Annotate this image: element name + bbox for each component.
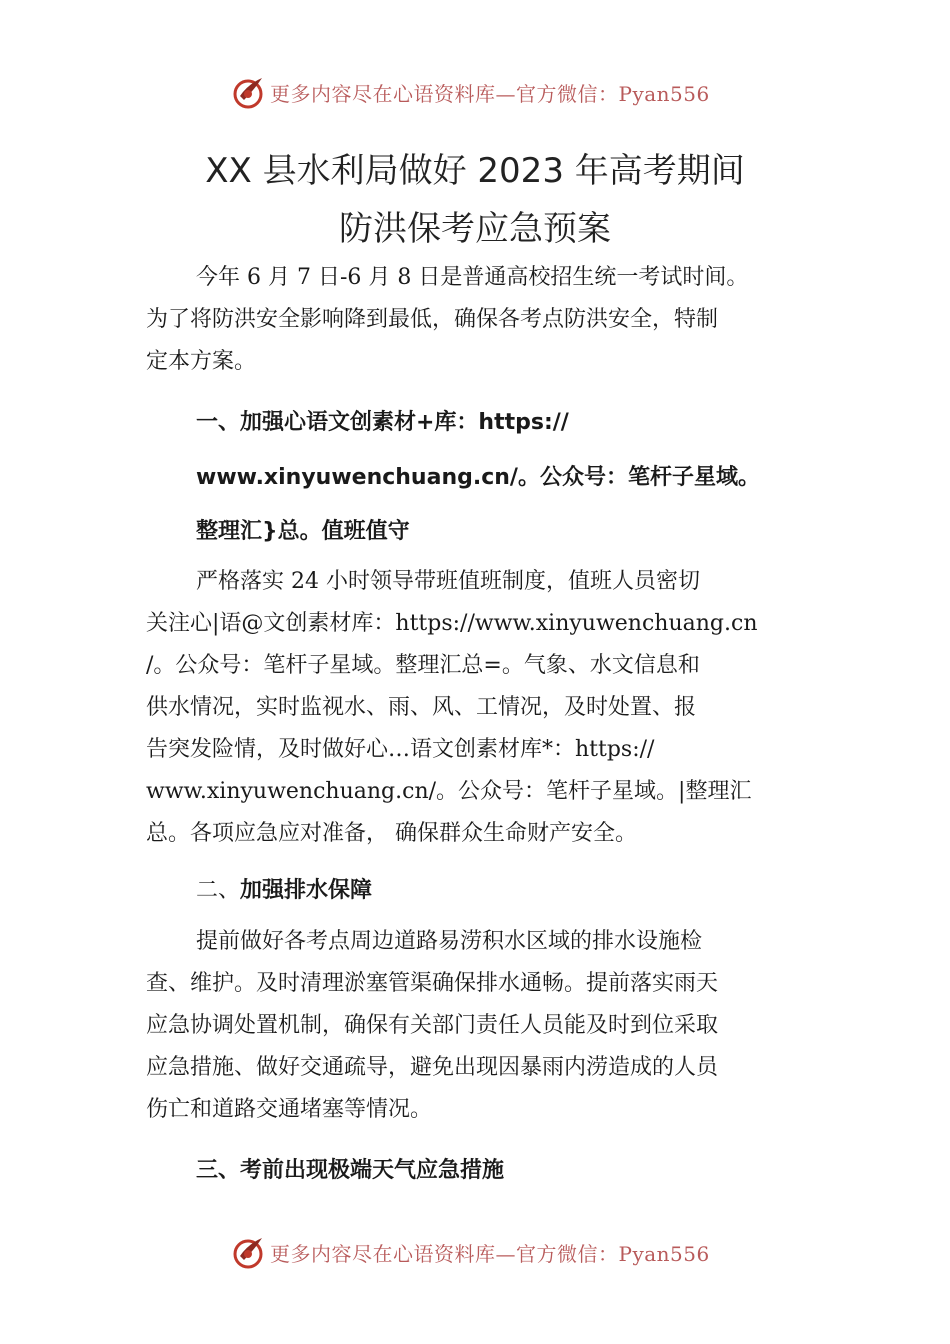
logo-icon <box>232 1234 268 1270</box>
section1-line: 关注心|语@文创素材库：https://www.xinyuwenchuang.cn <box>146 611 758 636</box>
intro-line: 今年 6 月 7 日-6 月 8 日是普通高校招生统一考试时间。 <box>196 265 749 290</box>
section2-line: 应急措施、做好交通疏导，避免出现因暴雨内涝造成的人员 <box>146 1055 719 1080</box>
section2-line: 应急协调处置机制，确保有关部门责任人员能及时到位采取 <box>146 1013 719 1038</box>
header-banner <box>232 72 710 112</box>
footer-banner <box>232 1232 710 1272</box>
section2-paragraph <box>146 921 718 1131</box>
section1-line: 告突发险情，及时做好心…语文创素材库*：https:// <box>146 737 655 762</box>
section1-line: 严格落实 24 小时领导带班值班制度，值班人员密切 <box>196 569 700 594</box>
document-title-line2: 防洪保考应急预案 <box>339 209 611 249</box>
section2-heading <box>196 873 372 904</box>
section1-line: www.xinyuwenchuang.cn/。公众号：笔杆子星域。|整理汇 <box>146 779 752 804</box>
section2-heading-prefix: 二、 <box>196 878 241 903</box>
section1-line: 总。各项应急应对准备， 确保群众生命财产安全。 <box>146 821 637 846</box>
section1-line: /。公众号：笔杆子星域。整理汇总=。气象、水文信息和 <box>146 653 700 678</box>
section3-heading: 三、考前出现极端天气应急措施 <box>196 1158 505 1183</box>
document-title-line1: XX 县水利局做好 2023 年高考期间 <box>205 151 745 191</box>
footer-banner-text: 更多内容尽在心语资料库—官方微信：Pyan556 <box>270 1241 710 1266</box>
section1-heading-line2: www.xinyuwenchuang.cn/。公众号：笔杆子星域。 <box>196 465 760 490</box>
section2-line: 提前做好各考点周边道路易涝积水区域的排水设施检 <box>196 929 703 954</box>
section2-heading-text: 加强排水保障 <box>240 878 373 903</box>
section1-heading-line3: 整理汇}总。值班值守 <box>196 519 410 544</box>
section2-line: 查、维护。及时清理淤塞管渠确保排水通畅。提前落实雨天 <box>146 971 719 996</box>
intro-paragraph <box>146 257 748 383</box>
logo-icon <box>232 74 268 110</box>
intro-line: 为了将防洪安全影响降到最低，确保各考点防洪安全，特制 <box>146 307 719 332</box>
section1-heading-line1: 一、加强心语文创素材+库：https:// <box>196 410 569 435</box>
section1-line: 供水情况，实时监视水、雨、风、工情况，及时处置、报 <box>146 695 697 720</box>
header-banner-text: 更多内容尽在心语资料库—官方微信：Pyan556 <box>270 81 710 106</box>
section2-line: 伤亡和道路交通堵塞等情况。 <box>146 1097 433 1122</box>
section1-paragraph <box>146 561 758 855</box>
intro-line: 定本方案。 <box>146 349 257 374</box>
